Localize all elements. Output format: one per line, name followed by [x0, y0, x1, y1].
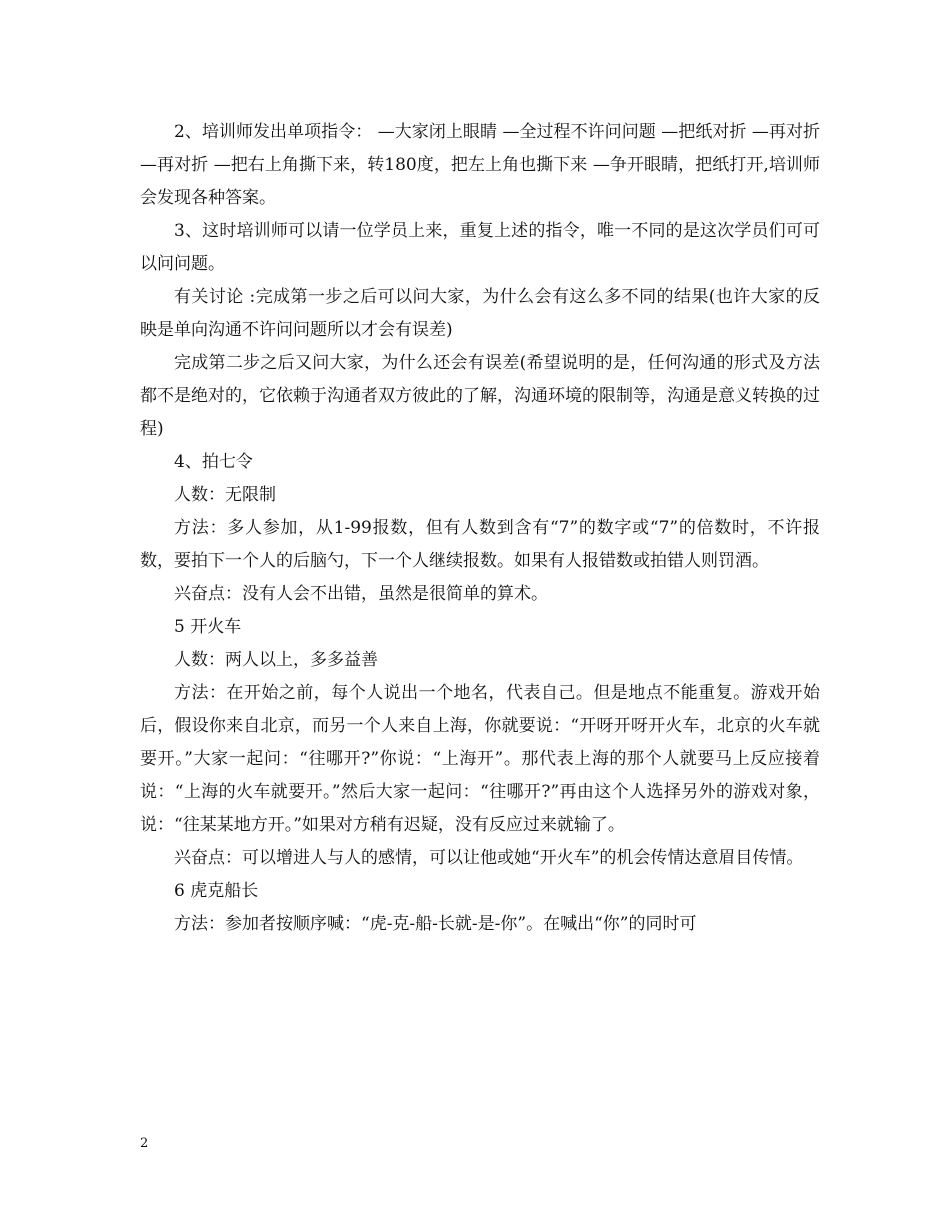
paragraph-4: 完成第二步之后又问大家，为什么还会有误差(希望说明的是，任何沟通的形式及方法都不是绝对的，它依赖于沟通者双方彼此的了解，沟通环境的限制等，沟通是意义转换的过程) [140, 353, 820, 439]
paragraph-9: 5 开火车 [174, 617, 242, 637]
paragraph-11: 方法：在开始之前，每个人说出一个地名，代表自己。但是地点不能重复。游戏开始后，假设你来自北京，而另一个人来自上海，你就要说：“开呀开呀开火车，北京的火车就要开。”大家一起问：“往哪开?”你说：“上海开”。那代表上海的那个人就要马上反应接着说：“上海的火车就要开。”然后大家一起问：“往哪开?”再由这个人选择另外的游戏对象，说：“往某某地方开。”如果对方稍有迟疑，没有反应过来就输了。 [140, 683, 820, 835]
paragraph-7: 方法：多人参加，从1-99报数，但有人数到含有“7”的数字或“7”的倍数时，不许报数，要拍下一个人的后脑勺，下一个人继续报数。如果有人报错数或拍错人则罚酒。 [140, 518, 820, 571]
document-body [140, 116, 820, 941]
paragraph-13: 6 虎克船长 [174, 881, 259, 901]
paragraph-12: 兴奋点：可以增进人与人的感情，可以让他或她“开火车”的机会传情达意眉目传情。 [174, 848, 804, 868]
paragraph-3: 有关讨论 :完成第一步之后可以问大家，为什么会有这么多不同的结果(也许大家的反映是单向沟通不许问问题所以才会有误差) [140, 287, 820, 340]
paragraph-2: 3、这时培训师可以请一位学员上来，重复上述的指令，唯一不同的是这次学员们可可以问问题。 [140, 221, 820, 274]
paragraph-5: 4、拍七令 [174, 452, 253, 472]
paragraph-14: 方法：参加者按顺序喊：“虎-克-船-长就-是-你”。在喊出“你”的同时可 [174, 914, 697, 934]
paragraph-8: 兴奋点：没有人会不出错，虽然是很简单的算术。 [174, 584, 548, 604]
paragraph-1: 2、培训师发出单项指令： —大家闭上眼睛 —全过程不许问问题 —把纸对折 —再对折 —再对折 —把右上角撕下来，转180度，把左上角也撕下来 —争开眼睛，把纸打开,培训师会发现各种答案。 [140, 122, 820, 208]
page-number: 2 [140, 1136, 149, 1151]
paragraph-10: 人数：两人以上，多多益善 [174, 650, 378, 670]
paragraph-6: 人数：无限制 [174, 485, 276, 505]
